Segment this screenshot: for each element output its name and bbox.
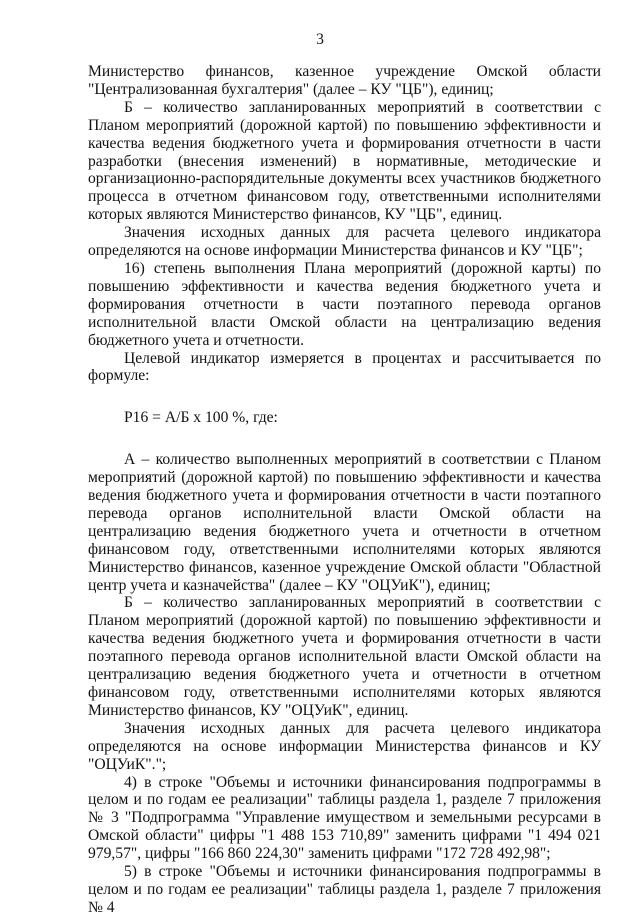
paragraph: Б – количество запланированных мероприятий в соответствии с Планом мероприятий (дорожной картой) по повышению эффективности и качества ведения бюджетного учета и формирования отчетности в части поэтапного перевода органов исполнительной власти Омской области на централизацию ведения бюджетного учета и отчетности в отчетном финансовом году, ответственными исполнителями которых являются Министерство финансов, КУ "ОЦУиК", единиц. (88, 594, 601, 719)
paragraph: 4) в строке "Объемы и источники финансирования подпрограммы в целом и по годам ее реализации" таблицы раздела 1, разделе 7 приложения № 3 "Подпрограмма "Управление имуществом и земельными ресурсами в Омской области" цифры "1 488 153 710,89" заменить цифрами "1 494 021 979,57", цифры "166 860 224,30" заменить цифрами "172 728 492,98"; (88, 773, 601, 863)
paragraph: 5) в строке "Объемы и источники финансирования подпрограммы в целом и по годам ее реализации" таблицы раздела 1, разделе 7 приложения № 4 (88, 863, 601, 916)
paragraph: Б – количество запланированных мероприятий в соответствии с Планом мероприятий (дорожной картой) по повышению эффективности и качества ведения бюджетного учета и формирования отчетности в части разработки (внесения изменений) в нормативные, методические и организационно-распорядительные документы всех участников бюджетного процесса в отчетном финансовом году, ответственными исполнителями которых являются Министерство финансов, КУ "ЦБ", единиц. (88, 98, 601, 224)
page-number: 3 (316, 31, 324, 48)
document-body (88, 63, 601, 917)
paragraph: Министерство финансов, казенное учреждение Омской области "Централизованная бухгалтерия" (далее – КУ "ЦБ"), единиц; (88, 63, 601, 98)
paragraph: 16) степень выполнения Плана мероприятий (дорожной карты) по повышению эффективности и качества ведения бюджетного учета и формирования отчетности в части поэтапного перевода органов исполнительной власти Омской области на централизацию ведения бюджетного учета и отчетности. (88, 259, 601, 349)
paragraph: Значения исходных данных для расчета целевого индикатора определяются на основе информации Министерства финансов и КУ "ЦБ"; (88, 224, 601, 260)
formula: Р16 = А/Б х 100 %, где: (124, 409, 278, 427)
paragraph: А – количество выполненных мероприятий в соответствии с Планом мероприятий (дорожной картой) по повышению эффективности и качества ведения бюджетного учета и формирования отчетности в части поэтапного перевода органов исполнительной власти Омской области на централизацию ведения бюджетного учета и отчетности в отчетном финансовом году, ответственными исполнителями которых являются Министерство финансов, казенное учреждение Омской области "Областной центр учета и казначейства" (далее – КУ "ОЦУиК"), единиц; (88, 451, 601, 594)
paragraph: Целевой индикатор измеряется в процентах и рассчитывается по формуле: (88, 349, 601, 385)
paragraph: Значения исходных данных для расчета целевого индикатора определяются на основе информации Министерства финансов и КУ "ОЦУиК"."; (88, 719, 601, 773)
